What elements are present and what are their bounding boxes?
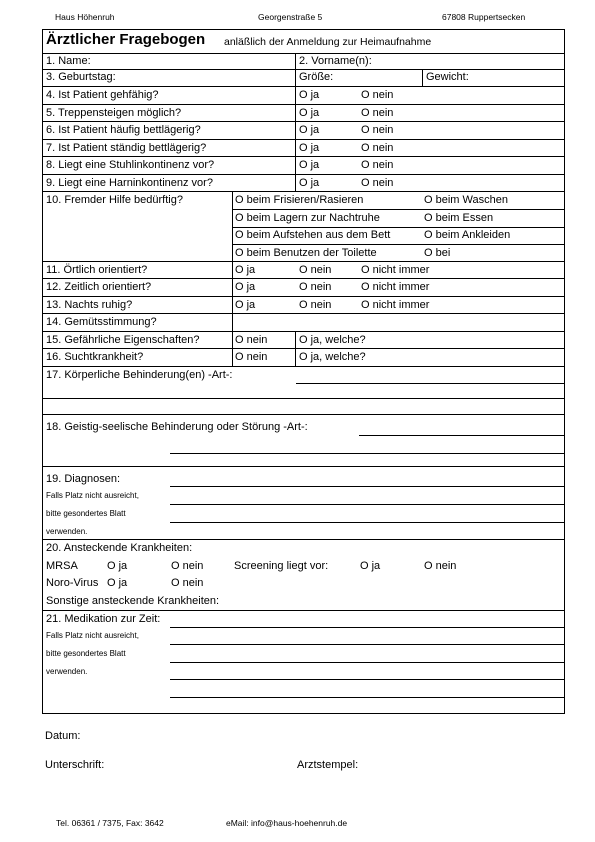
q12-label: 12. Zeitlich orientiert? — [46, 281, 152, 293]
unterschrift-label: Unterschrift: — [45, 759, 105, 771]
q11-nein-option[interactable]: O nein — [299, 264, 332, 276]
q21-answer-line[interactable] — [170, 697, 564, 698]
q21-answer-line[interactable] — [170, 627, 564, 628]
q20-label: 20. Ansteckende Krankheiten: — [46, 542, 193, 554]
q10-divider — [233, 209, 564, 210]
help-toilette-option[interactable]: O beim Benutzen der Toilette — [235, 247, 377, 259]
q11-label: 11. Örtlich orientiert? — [46, 264, 148, 276]
row-q9 — [43, 175, 564, 192]
q6-nein-option[interactable]: O nein — [361, 124, 394, 136]
groesse-label: Größe: — [299, 71, 334, 83]
header-city: 67808 Ruppertsecken — [442, 12, 526, 22]
header-home-name: Haus Höhenruh — [55, 12, 115, 22]
noro-label: Noro-Virus — [46, 577, 99, 589]
contact-phone: Tel. 06361 / 7375, Fax: 3642 — [56, 818, 164, 828]
questionnaire-form — [42, 29, 565, 714]
gewicht-field[interactable] — [423, 70, 564, 86]
groesse-field[interactable] — [296, 70, 423, 86]
gewicht-label: Gewicht: — [426, 71, 469, 83]
q10-divider — [233, 227, 564, 228]
q19-note-line: bitte gesondertes Blatt — [46, 509, 126, 518]
row-q14 — [43, 314, 564, 332]
header-street: Georgenstraße 5 — [258, 12, 323, 22]
screening-nein-option[interactable]: O nein — [424, 560, 457, 572]
q18-answer-line[interactable] — [170, 453, 564, 454]
q19-answer-line[interactable] — [170, 504, 564, 505]
q21-note-line: Falls Platz nicht ausreicht, — [46, 631, 139, 640]
q4-ja-option[interactable]: O ja — [299, 89, 320, 101]
name-label: 1. Name: — [46, 55, 91, 67]
vorname-label: 2. Vorname(n): — [299, 55, 372, 67]
q15-label: 15. Gefährliche Eigenschaften? — [46, 334, 200, 346]
noro-nein-option[interactable]: O nein — [171, 577, 204, 589]
q6-ja-option[interactable]: O ja — [299, 124, 320, 136]
datum-label: Datum: — [45, 730, 81, 742]
screening-ja-option[interactable]: O ja — [360, 560, 381, 572]
row-geburtstag — [43, 70, 564, 87]
row-q4 — [43, 87, 564, 105]
q7-ja-option[interactable]: O ja — [299, 142, 320, 154]
q18-label: 18. Geistig-seelische Behinderung oder Störung -Art-: — [46, 421, 308, 433]
screening-label: Screening liegt vor: — [234, 560, 329, 572]
q15-ja-welche-option[interactable]: O ja, welche? — [299, 334, 366, 346]
q19-note-line: verwenden. — [46, 527, 88, 536]
help-aufstehen-option[interactable]: O beim Aufstehen aus dem Bett — [235, 229, 391, 241]
q21-note-line: verwenden. — [46, 667, 88, 676]
q12-nicht-immer-option[interactable]: O nicht immer — [361, 281, 430, 293]
q21-answer-line[interactable] — [170, 662, 564, 663]
row-q12 — [43, 279, 564, 297]
row-q7 — [43, 140, 564, 157]
q4-nein-option[interactable]: O nein — [361, 89, 394, 101]
row-q5 — [43, 105, 564, 122]
q8-ja-option[interactable]: O ja — [299, 159, 320, 171]
q17-answer-line[interactable] — [296, 383, 564, 384]
row-name — [43, 54, 564, 70]
row-q18 — [43, 415, 564, 467]
q8-label: 8. Liegt eine Stuhlinkontinenz vor? — [46, 159, 215, 171]
q9-label: 9. Liegt eine Harninkontinenz vor? — [46, 177, 213, 189]
q13-ja-option[interactable]: O ja — [235, 299, 256, 311]
q21-note-line: bitte gesondertes Blatt — [46, 649, 126, 658]
row-q17 — [43, 367, 564, 415]
q9-ja-option[interactable]: O ja — [299, 177, 320, 189]
row-q15 — [43, 332, 564, 349]
title-row — [43, 30, 564, 54]
q19-answer-line[interactable] — [170, 486, 564, 487]
mrsa-nein-option[interactable]: O nein — [171, 560, 204, 572]
row-q10 — [43, 192, 564, 262]
name-field[interactable] — [43, 54, 296, 69]
geburtstag-field[interactable] — [43, 70, 296, 86]
q21-answer-line[interactable] — [170, 679, 564, 680]
q11-ja-option[interactable]: O ja — [235, 264, 256, 276]
mrsa-ja-option[interactable]: O ja — [107, 560, 128, 572]
q19-note-line: Falls Platz nicht ausreicht, — [46, 491, 139, 500]
row-q20 — [43, 540, 564, 611]
row-q11 — [43, 262, 564, 279]
q8-nein-option[interactable]: O nein — [361, 159, 394, 171]
q21-answer-line[interactable] — [170, 644, 564, 645]
q17-answer-line[interactable] — [43, 398, 564, 399]
help-lagern-option[interactable]: O beim Lagern zur Nachtruhe — [235, 212, 380, 224]
help-essen-option[interactable]: O beim Essen — [424, 212, 494, 224]
q9-nein-option[interactable]: O nein — [361, 177, 394, 189]
row-q21 — [43, 611, 564, 715]
q15-nein-option[interactable]: O nein — [235, 334, 268, 346]
q7-nein-option[interactable]: O nein — [361, 142, 394, 154]
contact-email[interactable]: eMail: info@haus-hoehenruh.de — [226, 818, 348, 828]
form-subtitle: anläßlich der Anmeldung zur Heimaufnahme — [224, 36, 432, 48]
vorname-field[interactable] — [296, 54, 564, 69]
q4-label: 4. Ist Patient gehfähig? — [46, 89, 159, 101]
q7-label: 7. Ist Patient ständig bettlägerig? — [46, 142, 207, 154]
mrsa-label: MRSA — [46, 560, 78, 572]
q19-answer-line[interactable] — [170, 522, 564, 523]
q14-answer-field[interactable] — [233, 314, 564, 331]
q5-ja-option[interactable]: O ja — [299, 107, 320, 119]
noro-ja-option[interactable]: O ja — [107, 577, 128, 589]
q13-nicht-immer-option[interactable]: O nicht immer — [361, 299, 430, 311]
geburtstag-label: 3. Geburtstag: — [46, 71, 116, 83]
q21-label: 21. Medikation zur Zeit: — [46, 613, 161, 625]
q18-answer-line[interactable] — [359, 435, 564, 436]
q10-label: 10. Fremder Hilfe bedürftig? — [46, 194, 183, 206]
q16-ja-welche-option[interactable]: O ja, welche? — [299, 351, 366, 363]
q14-label: 14. Gemütsstimmung? — [46, 316, 157, 328]
q17-label: 17. Körperliche Behinderung(en) -Art-: — [46, 369, 233, 381]
q11-nicht-immer-option[interactable]: O nicht immer — [361, 264, 430, 276]
q16-label: 16. Suchtkrankheit? — [46, 351, 144, 363]
form-title: Ärztlicher Fragebogen — [46, 31, 206, 48]
q10-divider — [233, 244, 564, 245]
q13-nein-option[interactable]: O nein — [299, 299, 332, 311]
q19-label: 19. Diagnosen: — [46, 473, 120, 485]
q5-label: 5. Treppensteigen möglich? — [46, 107, 182, 119]
row-q13 — [43, 297, 564, 314]
help-bei-option[interactable]: O bei — [424, 247, 451, 259]
q13-label: 13. Nachts ruhig? — [46, 299, 133, 311]
q16-nein-option[interactable]: O nein — [235, 351, 268, 363]
help-ankleiden-option[interactable]: O beim Ankleiden — [424, 229, 511, 241]
row-q16 — [43, 349, 564, 367]
arztstempel-label: Arztstempel: — [297, 759, 359, 771]
row-q8 — [43, 157, 564, 175]
q12-nein-option[interactable]: O nein — [299, 281, 332, 293]
row-q6 — [43, 122, 564, 140]
q5-nein-option[interactable]: O nein — [361, 107, 394, 119]
q12-ja-option[interactable]: O ja — [235, 281, 256, 293]
sonstige-label: Sonstige ansteckende Krankheiten: — [46, 595, 220, 607]
q6-label: 6. Ist Patient häufig bettlägerig? — [46, 124, 201, 136]
row-q19 — [43, 467, 564, 540]
help-frisieren-option[interactable]: O beim Frisieren/Rasieren — [235, 194, 364, 206]
help-waschen-option[interactable]: O beim Waschen — [424, 194, 508, 206]
